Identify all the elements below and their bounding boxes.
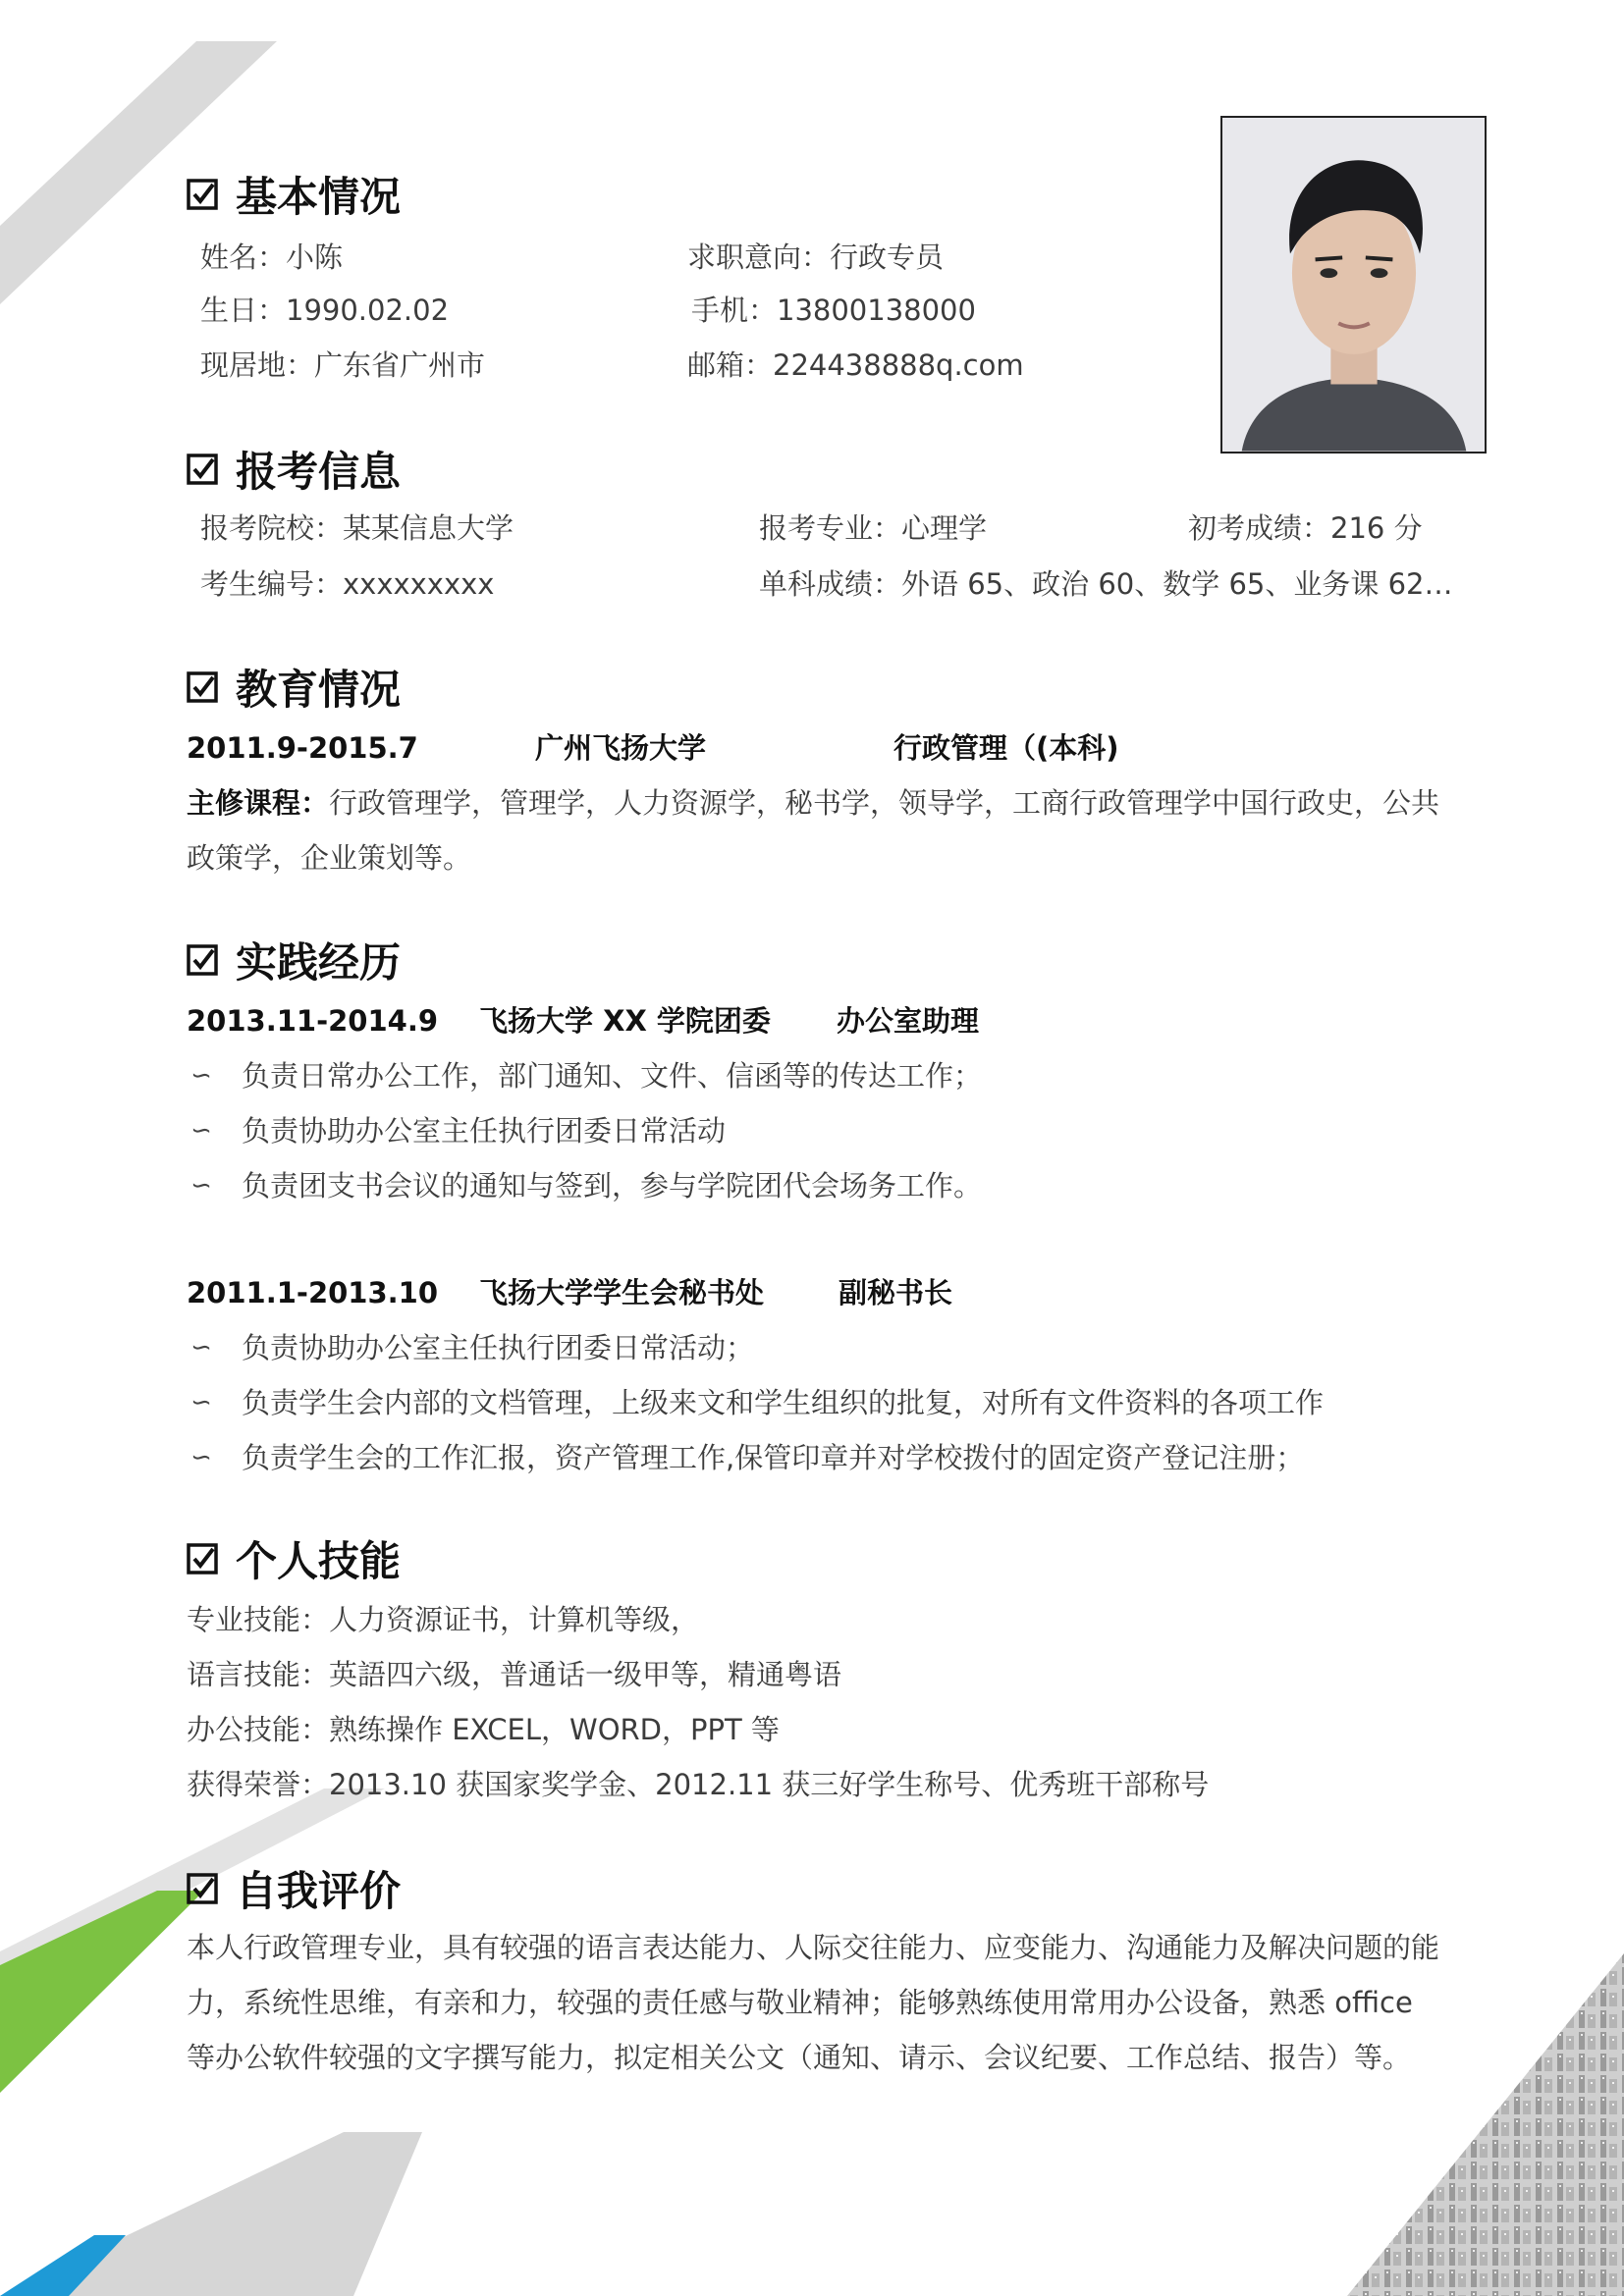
honors: 获得荣誉：2013.10 获国家奖学金、2012.11 获三好学生称号、优秀班干部称号 — [187, 1768, 1210, 1801]
checkbox-icon — [187, 944, 218, 976]
courses-line-1 — [187, 783, 1439, 823]
section-title-practice — [187, 931, 401, 989]
job-intent-field: 求职意向：行政专员 — [687, 240, 945, 274]
practice-org: 飞扬大学 XX 学院团委 — [479, 1004, 771, 1038]
checkbox-icon — [187, 1543, 218, 1575]
practice-org: 飞扬大学学生会秘书处 — [479, 1276, 765, 1309]
section-title-exam — [187, 440, 401, 499]
list-item — [187, 1056, 982, 1095]
initial-score-field: 初考成绩：216 分 — [1188, 511, 1423, 545]
checkbox-icon — [187, 1873, 218, 1904]
scroll-bullet-icon: ∽ — [190, 1443, 212, 1472]
list-item — [187, 1383, 1324, 1422]
scroll-bullet-icon: ∽ — [190, 1116, 212, 1146]
exam-number-field: 考生编号：xxxxxxxxx — [200, 567, 495, 601]
birthday-field: 生日：1990.02.02 — [200, 294, 450, 327]
section-title-text: 实践经历 — [236, 938, 402, 987]
section-title-skills — [187, 1529, 401, 1588]
checkbox-icon — [187, 179, 218, 210]
profile-photo — [1220, 116, 1487, 454]
language-skills: 语言技能：英語四六级，普通话一级甲等，精通粤语 — [187, 1658, 842, 1691]
professional-skills: 专业技能：人力资源证书，计算机等级， — [187, 1603, 700, 1636]
list-item — [187, 1438, 1304, 1477]
exam-major-field: 报考专业：心理学 — [759, 511, 988, 545]
office-skills: 办公技能：熟练操作 EXCEL，WORD，PPT 等 — [187, 1713, 780, 1746]
scroll-bullet-icon: ∽ — [190, 1061, 212, 1091]
education-major: 行政管理（(本科) — [893, 731, 1119, 765]
section-title-education — [187, 658, 401, 717]
section-title-self — [187, 1859, 401, 1918]
list-item-text: 负责日常办公工作，部门通知、文件、信函等的传达工作； — [242, 1059, 983, 1093]
subject-scores-field: 单科成绩：外语 65、政治 60、数学 65、业务课 62… — [759, 567, 1453, 601]
section-title-text: 报考信息 — [236, 448, 402, 496]
scroll-bullet-icon: ∽ — [190, 1171, 212, 1201]
practice-period: 2013.11-2014.9 — [187, 1004, 439, 1038]
education-period: 2011.9-2015.7 — [187, 731, 418, 765]
courses-text: 行政管理学，管理学，人力资源学，秘书学，领导学，工商行政管理学中国行政史，公共 — [329, 786, 1440, 820]
section-title-text: 个人技能 — [236, 1537, 402, 1585]
checkbox-icon — [187, 671, 218, 703]
section-title-text: 教育情况 — [236, 666, 402, 714]
checkbox-icon — [187, 454, 218, 485]
list-item-text: 负责学生会内部的文档管理，上级来文和学生组织的批复，对所有文件资料的各项工作 — [242, 1386, 1325, 1419]
education-school: 广州飞扬大学 — [535, 731, 707, 765]
scroll-bullet-icon: ∽ — [190, 1388, 212, 1417]
email-field: 邮箱：224438888q.com — [687, 348, 1024, 382]
self-evaluation-line-3: 等办公软件较强的文字撰写能力，拟定相关公文（通知、请示、会议纪要、工作总结、报告）等。 — [187, 2041, 1412, 2074]
phone-field: 手机：13800138000 — [691, 294, 976, 327]
list-item-text: 负责团支书会议的通知与签到，参与学院团代会场务工作。 — [242, 1169, 983, 1202]
practice-role: 办公室助理 — [837, 1004, 980, 1038]
self-evaluation-line-1: 本人行政管理专业，具有较强的语言表达能力、人际交往能力、应变能力、沟通能力及解决问题的能 — [187, 1931, 1440, 1964]
practice-role: 副秘书长 — [839, 1276, 953, 1309]
list-item-text: 负责协助办公室主任执行团委日常活动； — [242, 1331, 755, 1364]
list-item-text: 负责协助办公室主任执行团委日常活动 — [242, 1114, 727, 1148]
name-field: 姓名：小陈 — [200, 240, 344, 274]
list-item — [187, 1328, 754, 1367]
courses-line-2: 政策学，企业策划等。 — [187, 841, 472, 875]
list-item — [187, 1111, 726, 1150]
courses-label: 主修课程： — [187, 786, 330, 820]
self-evaluation-line-2: 力，系统性思维，有亲和力，较强的责任感与敬业精神；能够熟练使用常用办公设备，熟悉 office — [187, 1986, 1413, 2019]
list-item — [187, 1166, 982, 1205]
section-title-text: 基本情况 — [236, 173, 402, 221]
avatar-portrait — [1222, 118, 1485, 452]
practice-period: 2011.1-2013.10 — [187, 1276, 439, 1309]
section-title-basic — [187, 165, 401, 224]
list-item-text: 负责学生会的工作汇报，资产管理工作,保管印章并对学校拨付的固定资产登记注册； — [242, 1441, 1305, 1474]
scroll-bullet-icon: ∽ — [190, 1333, 212, 1362]
section-title-text: 自我评价 — [236, 1867, 402, 1915]
residence-field: 现居地：广东省广州市 — [200, 348, 486, 382]
exam-school-field: 报考院校：某某信息大学 — [200, 511, 514, 545]
